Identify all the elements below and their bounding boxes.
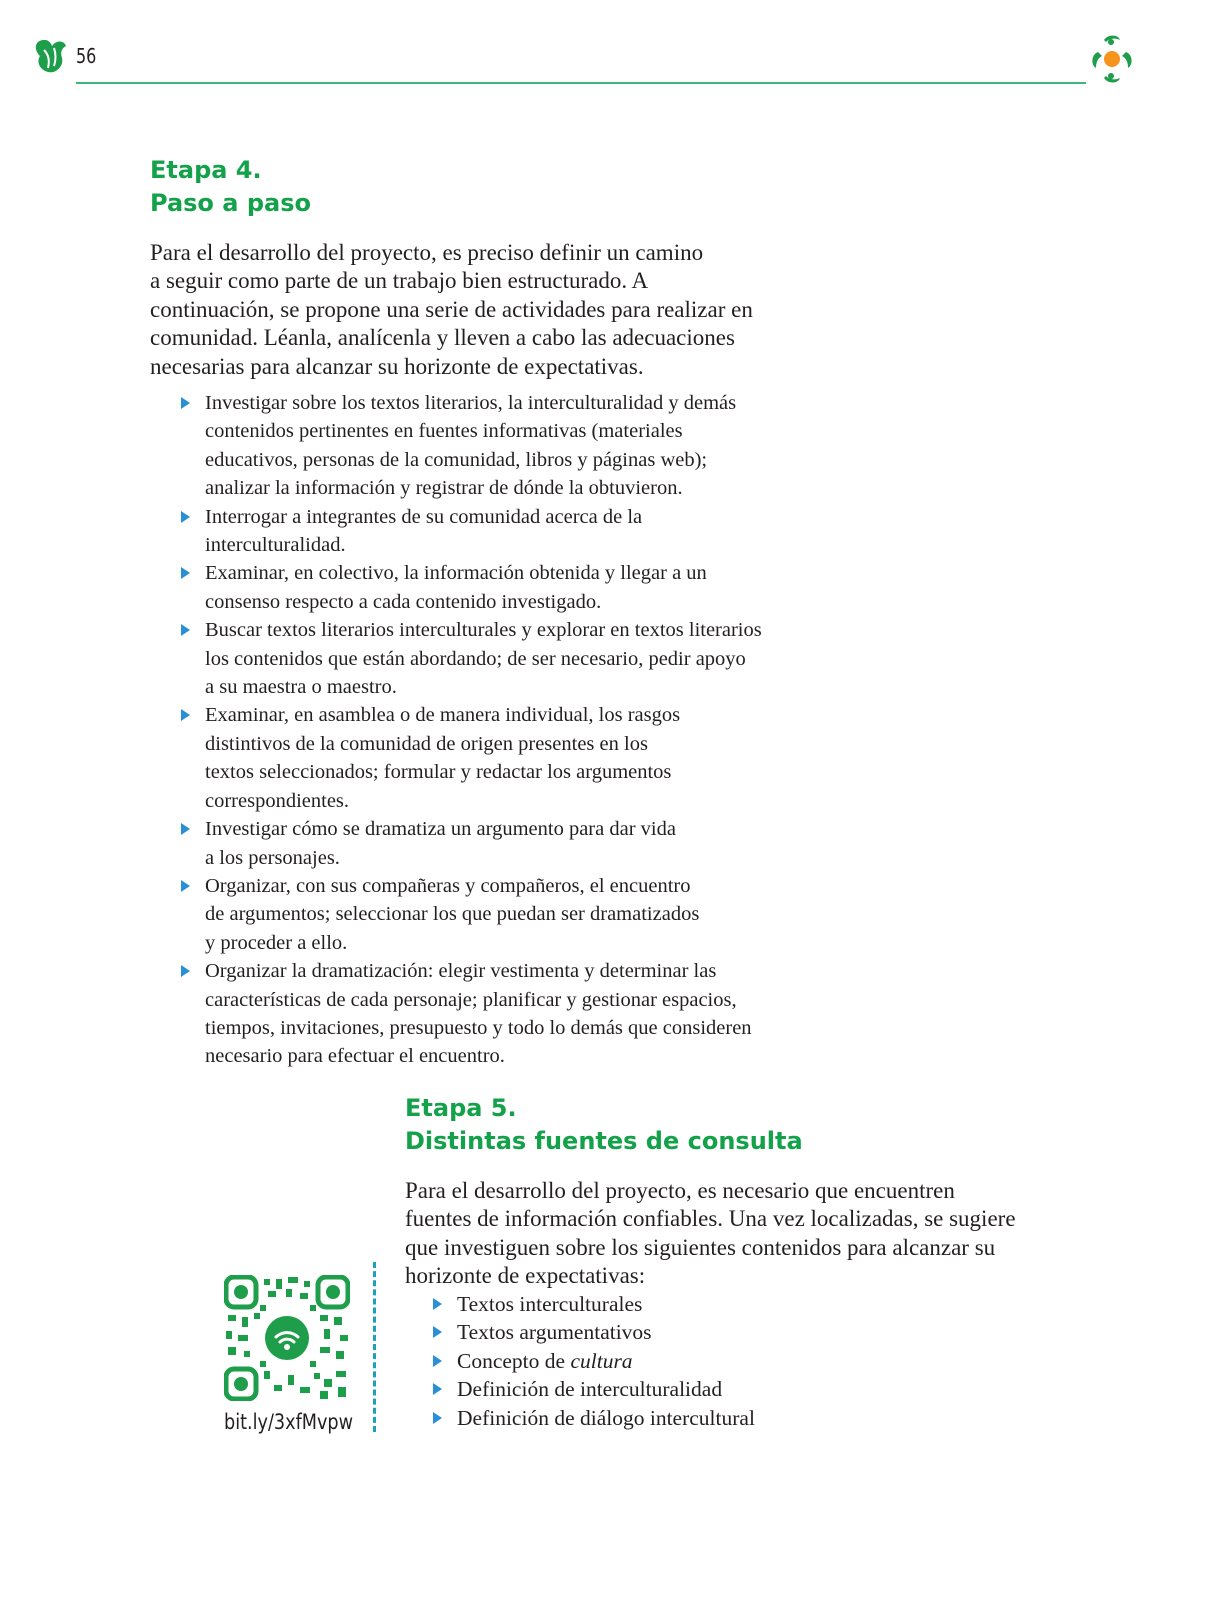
list-item (457, 1318, 755, 1346)
intro-line: fuentes de información confiables. Una vez localizadas, se sugiere (405, 1206, 1016, 1232)
list-item-line: educativos, personas de la comunidad, libros y páginas web); (205, 448, 708, 471)
etapa5-intro (405, 1177, 1016, 1291)
list-item (457, 1347, 755, 1375)
list-item-line: Interrogar a integrantes de su comunidad acerca de la (205, 505, 643, 528)
header-rule (76, 82, 1086, 84)
list-item-text: Textos argumentativos (457, 1320, 652, 1345)
list-item-line: Examinar, en colectivo, la información obtenida y llegar a un (205, 562, 707, 585)
list-item (205, 616, 762, 701)
list-item-line: los contenidos que están abordando; de ser necesario, pedir apoyo (205, 647, 746, 670)
list-item (205, 503, 762, 560)
list-item (205, 815, 762, 872)
dashed-divider (373, 1262, 376, 1432)
list-item-text: Concepto de (457, 1348, 571, 1373)
leaf-logo-icon (34, 36, 68, 76)
intro-line: comunidad. Léanla, analícenla y lleven a cabo las adecuaciones (150, 325, 735, 351)
etapa5-subtitle: Distintas fuentes de consulta (405, 1127, 803, 1155)
etapa4-bullet-list (205, 389, 762, 1071)
list-item-text: Definición de interculturalidad (457, 1377, 723, 1402)
list-item-line: Examinar, en asamblea o de manera individual, los rasgos (205, 704, 681, 727)
intro-line: continuación, se propone una serie de actividades para realizar en (150, 296, 753, 322)
list-item-line: consenso respecto a cada contenido investigado. (205, 590, 602, 613)
qr-code-icon[interactable] (224, 1275, 350, 1401)
intro-line: Para el desarrollo del proyecto, es preciso definir un camino (150, 240, 704, 265)
list-item-line: interculturalidad. (205, 534, 346, 557)
list-item-line: distintivos de la comunidad de origen presentes en los (205, 732, 648, 755)
list-item (205, 559, 762, 616)
bullet-triangle-icon (181, 823, 190, 835)
etapa5-title: Etapa 5. (405, 1094, 517, 1122)
list-item-line: tiempos, invitaciones, presupuesto y todo lo demás que consideren (205, 1016, 752, 1039)
list-item-line: correspondientes. (205, 789, 350, 812)
list-item (205, 389, 762, 503)
list-item-line: Buscar textos literarios interculturales y explorar en textos literarios (205, 619, 762, 642)
bullet-triangle-icon (181, 567, 190, 579)
list-item-line: a su maestra o maestro. (205, 676, 397, 699)
etapa4-intro (150, 239, 753, 381)
intro-line: horizonte de expectativas: (405, 1263, 646, 1289)
bullet-triangle-icon (181, 397, 190, 409)
bullet-triangle-icon (433, 1383, 442, 1395)
bullet-triangle-icon (433, 1355, 442, 1367)
bullet-triangle-icon (433, 1412, 442, 1424)
bullet-triangle-icon (181, 709, 190, 721)
list-item-text: Textos interculturales (457, 1292, 643, 1316)
bullet-triangle-icon (433, 1326, 442, 1338)
list-item-line: y proceder a ello. (205, 931, 348, 954)
list-item-line: textos seleccionados; formular y redactar los argumentos (205, 761, 672, 784)
list-item-line: Organizar, con sus compañeras y compañeros, el encuentro (205, 874, 691, 897)
list-item-line: analizar la información y registrar de dónde la obtuvieron. (205, 477, 683, 500)
list-item-line: contenidos pertinentes en fuentes informativas (materiales (205, 420, 683, 443)
community-circle-icon (1084, 32, 1140, 86)
list-item (205, 957, 762, 1071)
intro-line: que investiguen sobre los siguientes contenidos para alcanzar su (405, 1234, 996, 1260)
bullet-triangle-icon (181, 624, 190, 636)
list-item (457, 1375, 755, 1403)
intro-line: Para el desarrollo del proyecto, es necesario que encuentren (405, 1178, 955, 1203)
list-item-line: de argumentos; seleccionar los que puedan ser dramatizados (205, 903, 700, 926)
intro-line: necesarias para alcanzar su horizonte de expectativas. (150, 353, 644, 379)
list-item-line: necesario para efectuar el encuentro. (205, 1045, 505, 1068)
list-item-line: características de cada personaje; planificar y gestionar espacios, (205, 988, 737, 1011)
page-number: 56 (76, 44, 97, 68)
etapa4-heading (150, 154, 311, 220)
etapa5-heading (405, 1092, 803, 1158)
list-item-line: Organizar la dramatización: elegir vestimenta y determinar las (205, 960, 717, 983)
etapa5-bullet-list (457, 1290, 755, 1432)
bullet-triangle-icon (181, 511, 190, 523)
list-item (457, 1404, 755, 1432)
qr-link-text[interactable]: bit.ly/3xfMvpw (224, 1410, 354, 1434)
etapa4-title: Etapa 4. (150, 156, 262, 184)
list-item-italic: cultura (570, 1348, 633, 1373)
list-item-text: Definición de diálogo intercultural (457, 1405, 755, 1430)
etapa4-subtitle: Paso a paso (150, 189, 311, 217)
list-item-line: a los personajes. (205, 846, 340, 869)
bullet-triangle-icon (181, 880, 190, 892)
list-item (205, 872, 762, 957)
bullet-triangle-icon (433, 1298, 442, 1310)
list-item (205, 701, 762, 815)
list-item-line: Investigar sobre los textos literarios, la interculturalidad y demás (205, 392, 737, 414)
intro-line: a seguir como parte de un trabajo bien estructurado. A (150, 268, 649, 294)
list-item-line: Investigar cómo se dramatiza un argumento para dar vida (205, 818, 676, 841)
list-item (457, 1290, 755, 1318)
bullet-triangle-icon (181, 965, 190, 977)
